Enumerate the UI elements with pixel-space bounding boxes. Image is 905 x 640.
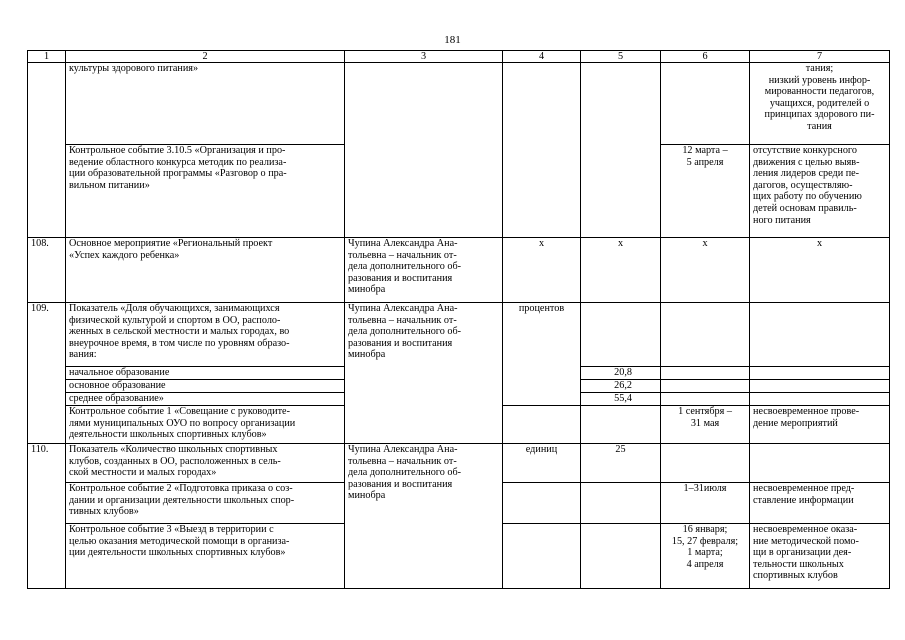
table-row — [28, 303, 890, 367]
responsible-cell: Чупина Александра Ана- тольевна – начальник от- дела дополнительного об- разования и воспитания минобра — [345, 303, 503, 444]
table-row — [28, 63, 890, 145]
period-cell: 12 марта – 5 апреля — [661, 145, 750, 238]
control-event-cell: Контрольное событие 1 «Совещание с руководите- лями муниципальных ОУО по вопросу организации деятельности школьных спортивных клубов» — [66, 406, 345, 444]
row-number-cell: 110. — [28, 444, 66, 589]
table-row — [28, 444, 890, 483]
risk-cell — [750, 303, 890, 367]
risk-cell — [750, 380, 890, 393]
activity-cell — [66, 63, 345, 145]
period-cell: 1 сентября – 31 мая — [661, 406, 750, 444]
period-cell — [661, 303, 750, 367]
risk-cell: несвоевременное оказа- ние методической помо- щи в организации дея- тельности школьных спортивных клубов — [750, 524, 890, 589]
sub-indicator-cell: среднее образование» — [66, 393, 345, 406]
column-header: 6 — [661, 51, 750, 63]
value-cell: 25 — [581, 444, 661, 483]
column-header: 5 — [581, 51, 661, 63]
control-event-cell: Контрольное событие 2 «Подготовка приказа о соз- дании и организации деятельности школьных спор- тивных клубов» — [66, 483, 345, 524]
unit-cell — [503, 406, 581, 444]
responsible-cell: Чупина Александра Ана- тольевна – начальник от- дела дополнительного об- разования и воспитания минобра — [345, 444, 503, 589]
value-cell — [581, 63, 661, 238]
unit-cell — [503, 63, 581, 238]
risk-cell: х — [750, 238, 890, 303]
unit-cell — [503, 524, 581, 589]
value-cell: 55,4 — [581, 393, 661, 406]
row-number-cell — [28, 63, 66, 238]
period-cell — [661, 393, 750, 406]
column-header: 4 — [503, 51, 581, 63]
value-cell: 20,8 — [581, 367, 661, 380]
column-header: 3 — [345, 51, 503, 63]
header-row — [28, 51, 890, 63]
period-cell: х — [661, 238, 750, 303]
table-row — [28, 238, 890, 303]
activity-cell: Контрольное событие 3.10.5 «Организация и про- ведение областного конкурса методик по реализа- ции образовательной программы «Разговор о пра- вильном питании» — [66, 145, 345, 238]
period-cell — [661, 63, 750, 145]
risk-cell: отсутствие конкурсного движения с целью выяв- ления лидеров среди пе- дагогов, осуществляю- щих работу по обучению детей основам правиль- ного питания — [750, 145, 890, 238]
unit-cell — [503, 483, 581, 524]
risk-cell — [750, 444, 890, 483]
value-cell — [581, 406, 661, 444]
column-header: 2 — [66, 51, 345, 63]
control-event-cell: Контрольное событие 3 «Выезд в территории с целью оказания методической помощи в организа- ции деятельности школьных спортивных клубов» — [66, 524, 345, 589]
activity-cell: Показатель «Доля обучающихся, занимающихся физической культурой и спортом в ОО, располо- женных в сельской местности и малых городах, во внеурочное время, в том числе по уровням образо- вания: — [66, 303, 345, 367]
value-cell: х — [581, 238, 661, 303]
responsible-cell — [345, 63, 503, 238]
activity-cell: Основное мероприятие «Региональный проект «Успех каждого ребенка» — [66, 238, 345, 303]
risk-cell: тания; низкий уровень инфор- мированности педагогов, учащихся, родителей о принципах здорового пи- тания — [750, 63, 890, 145]
unit-cell: единиц — [503, 444, 581, 483]
row-number-cell: 109. — [28, 303, 66, 444]
sub-indicator-cell: основное образование — [66, 380, 345, 393]
column-header: 1 — [28, 51, 66, 63]
risk-cell: несвоевременное пред- ставление информации — [750, 483, 890, 524]
risk-cell — [750, 367, 890, 380]
period-cell — [661, 367, 750, 380]
plan-table — [27, 50, 890, 589]
value-cell: 26,2 — [581, 380, 661, 393]
responsible-cell: Чупина Александра Ана- тольевна – начальник от- дела дополнительного об- разования и воспитания минобра — [345, 238, 503, 303]
risk-cell: несвоевременное прове- дение мероприятий — [750, 406, 890, 444]
activity-cell: Показатель «Количество школьных спортивных клубов, созданных в ОО, расположенных в сель- ской местности и малых городах» — [66, 444, 345, 483]
activity-text: культуры здорового питания» — [69, 63, 199, 74]
period-cell: 1–31июля — [661, 483, 750, 524]
column-header: 7 — [750, 51, 890, 63]
value-cell — [581, 524, 661, 589]
period-cell — [661, 380, 750, 393]
value-cell — [581, 303, 661, 367]
value-cell — [581, 483, 661, 524]
period-cell — [661, 444, 750, 483]
risk-cell — [750, 393, 890, 406]
page-number: 181 — [444, 34, 461, 46]
period-cell: 16 января; 15, 27 февраля; 1 марта; 4 апреля — [661, 524, 750, 589]
unit-cell: процентов — [503, 303, 581, 406]
unit-cell: х — [503, 238, 581, 303]
row-number-cell: 108. — [28, 238, 66, 303]
sub-indicator-cell: начальное образование — [66, 367, 345, 380]
